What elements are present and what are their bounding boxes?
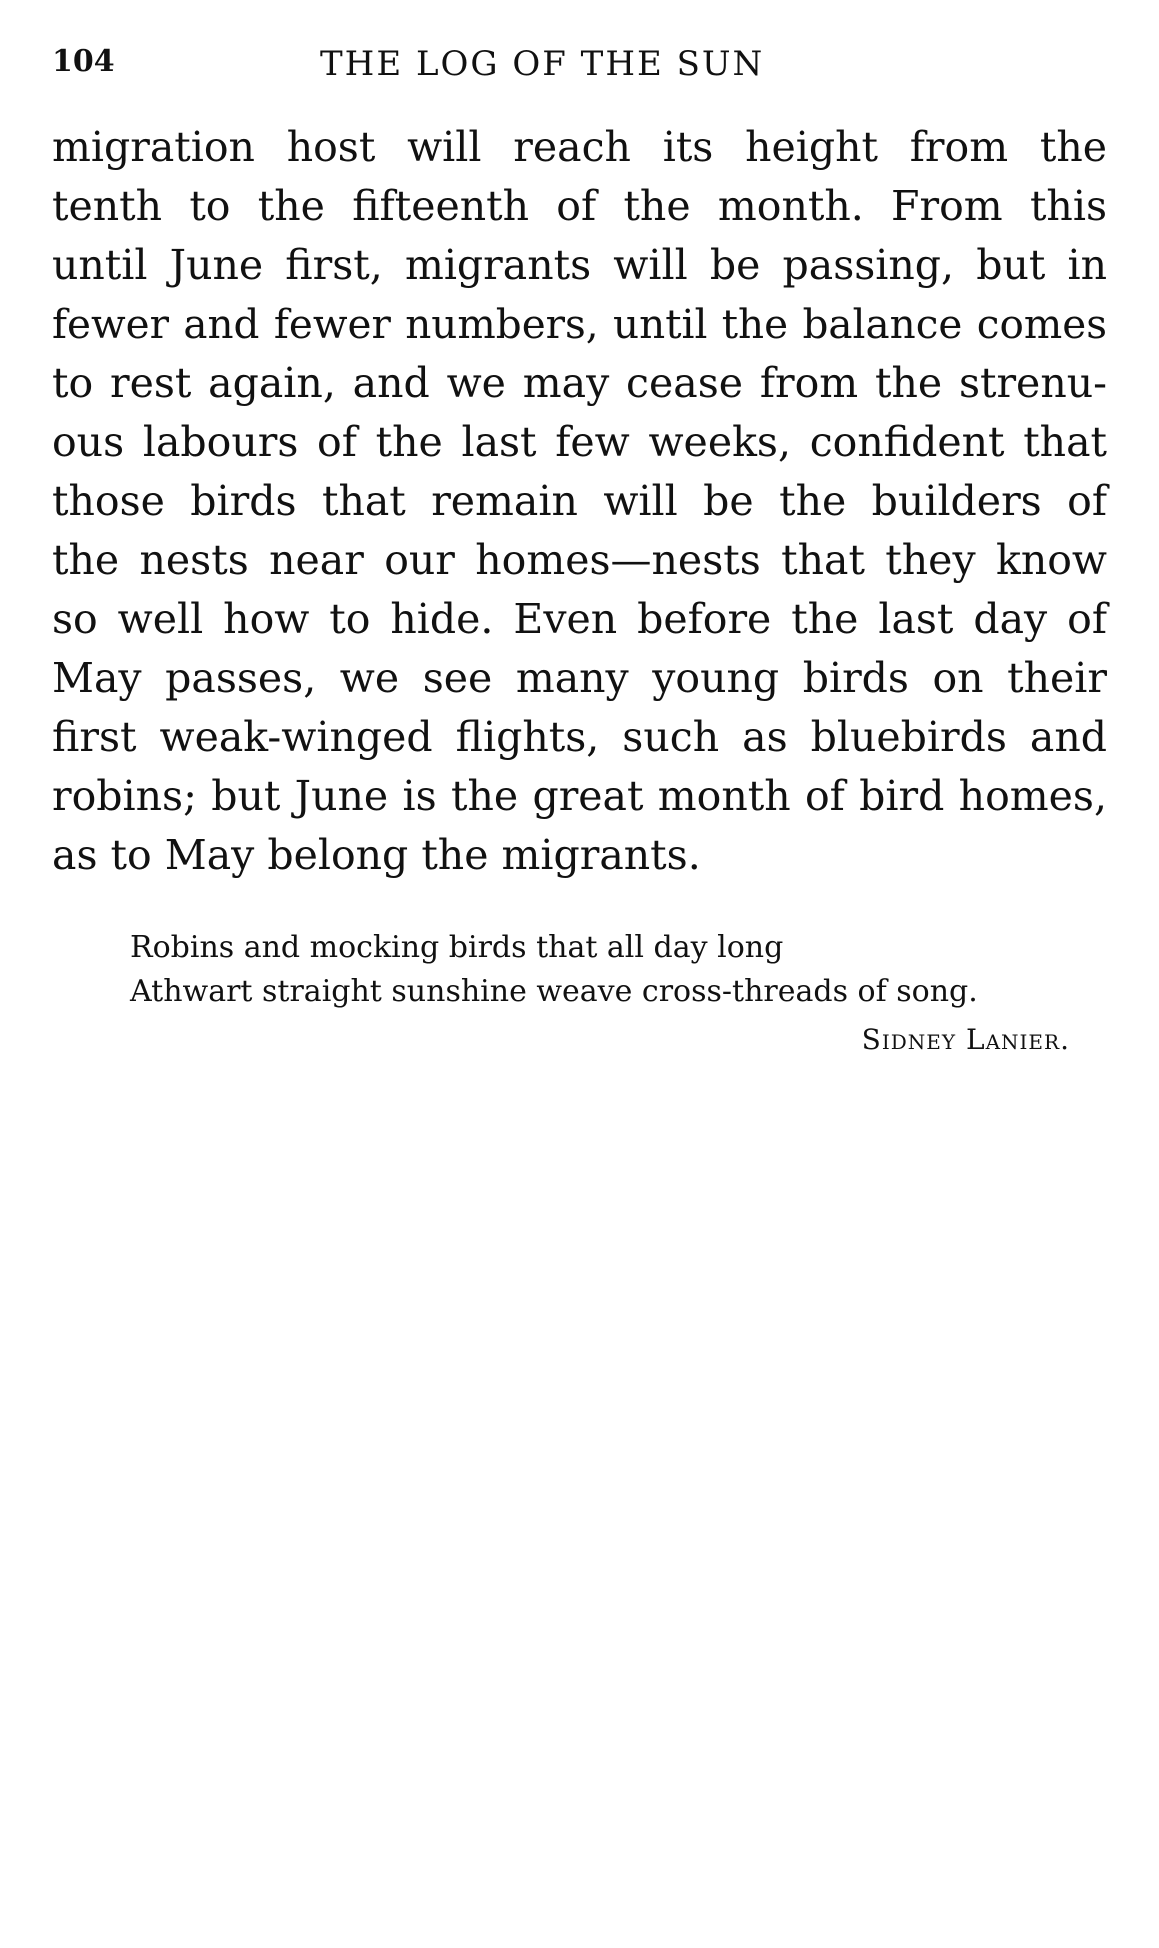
body-line: first weak-winged flights, such as bluebirds and [52, 713, 1107, 761]
body-line: until June first, migrants will be passing, but in [52, 241, 1107, 289]
body-line: robins; but June is the great month of bird homes, [52, 772, 1107, 820]
running-head [52, 44, 1107, 88]
running-title: THE LOG OF THE SUN [320, 44, 765, 84]
body-line: those birds that remain will be the builders of [52, 477, 1107, 525]
body-line: so well how to hide. Even before the last day of [52, 595, 1107, 643]
body-line: as to May belong the migrants. [52, 831, 701, 879]
body-line: the nests near our homes—nests that they know [52, 536, 1107, 584]
body-line: May passes, we see many young birds on their [52, 654, 1107, 702]
body-line: migration host will reach its height from the [52, 123, 1107, 171]
body-line: fewer and fewer numbers, until the balance comes [52, 300, 1107, 348]
epigraph-quote [130, 926, 1070, 1062]
verse-line: Robins and mocking birds that all day long [130, 930, 784, 965]
body-paragraph [52, 118, 1107, 885]
quote-attribution: Sidney Lanier. [861, 1023, 1070, 1056]
body-line: ous labours of the last few weeks, confident that [52, 418, 1107, 466]
body-line: to rest again, and we may cease from the strenu- [52, 359, 1107, 407]
body-line: tenth to the fifteenth of the month. From this [52, 182, 1107, 230]
verse-line: Athwart straight sunshine weave cross-threads of song. [130, 974, 978, 1009]
page-number: 104 [52, 44, 115, 79]
